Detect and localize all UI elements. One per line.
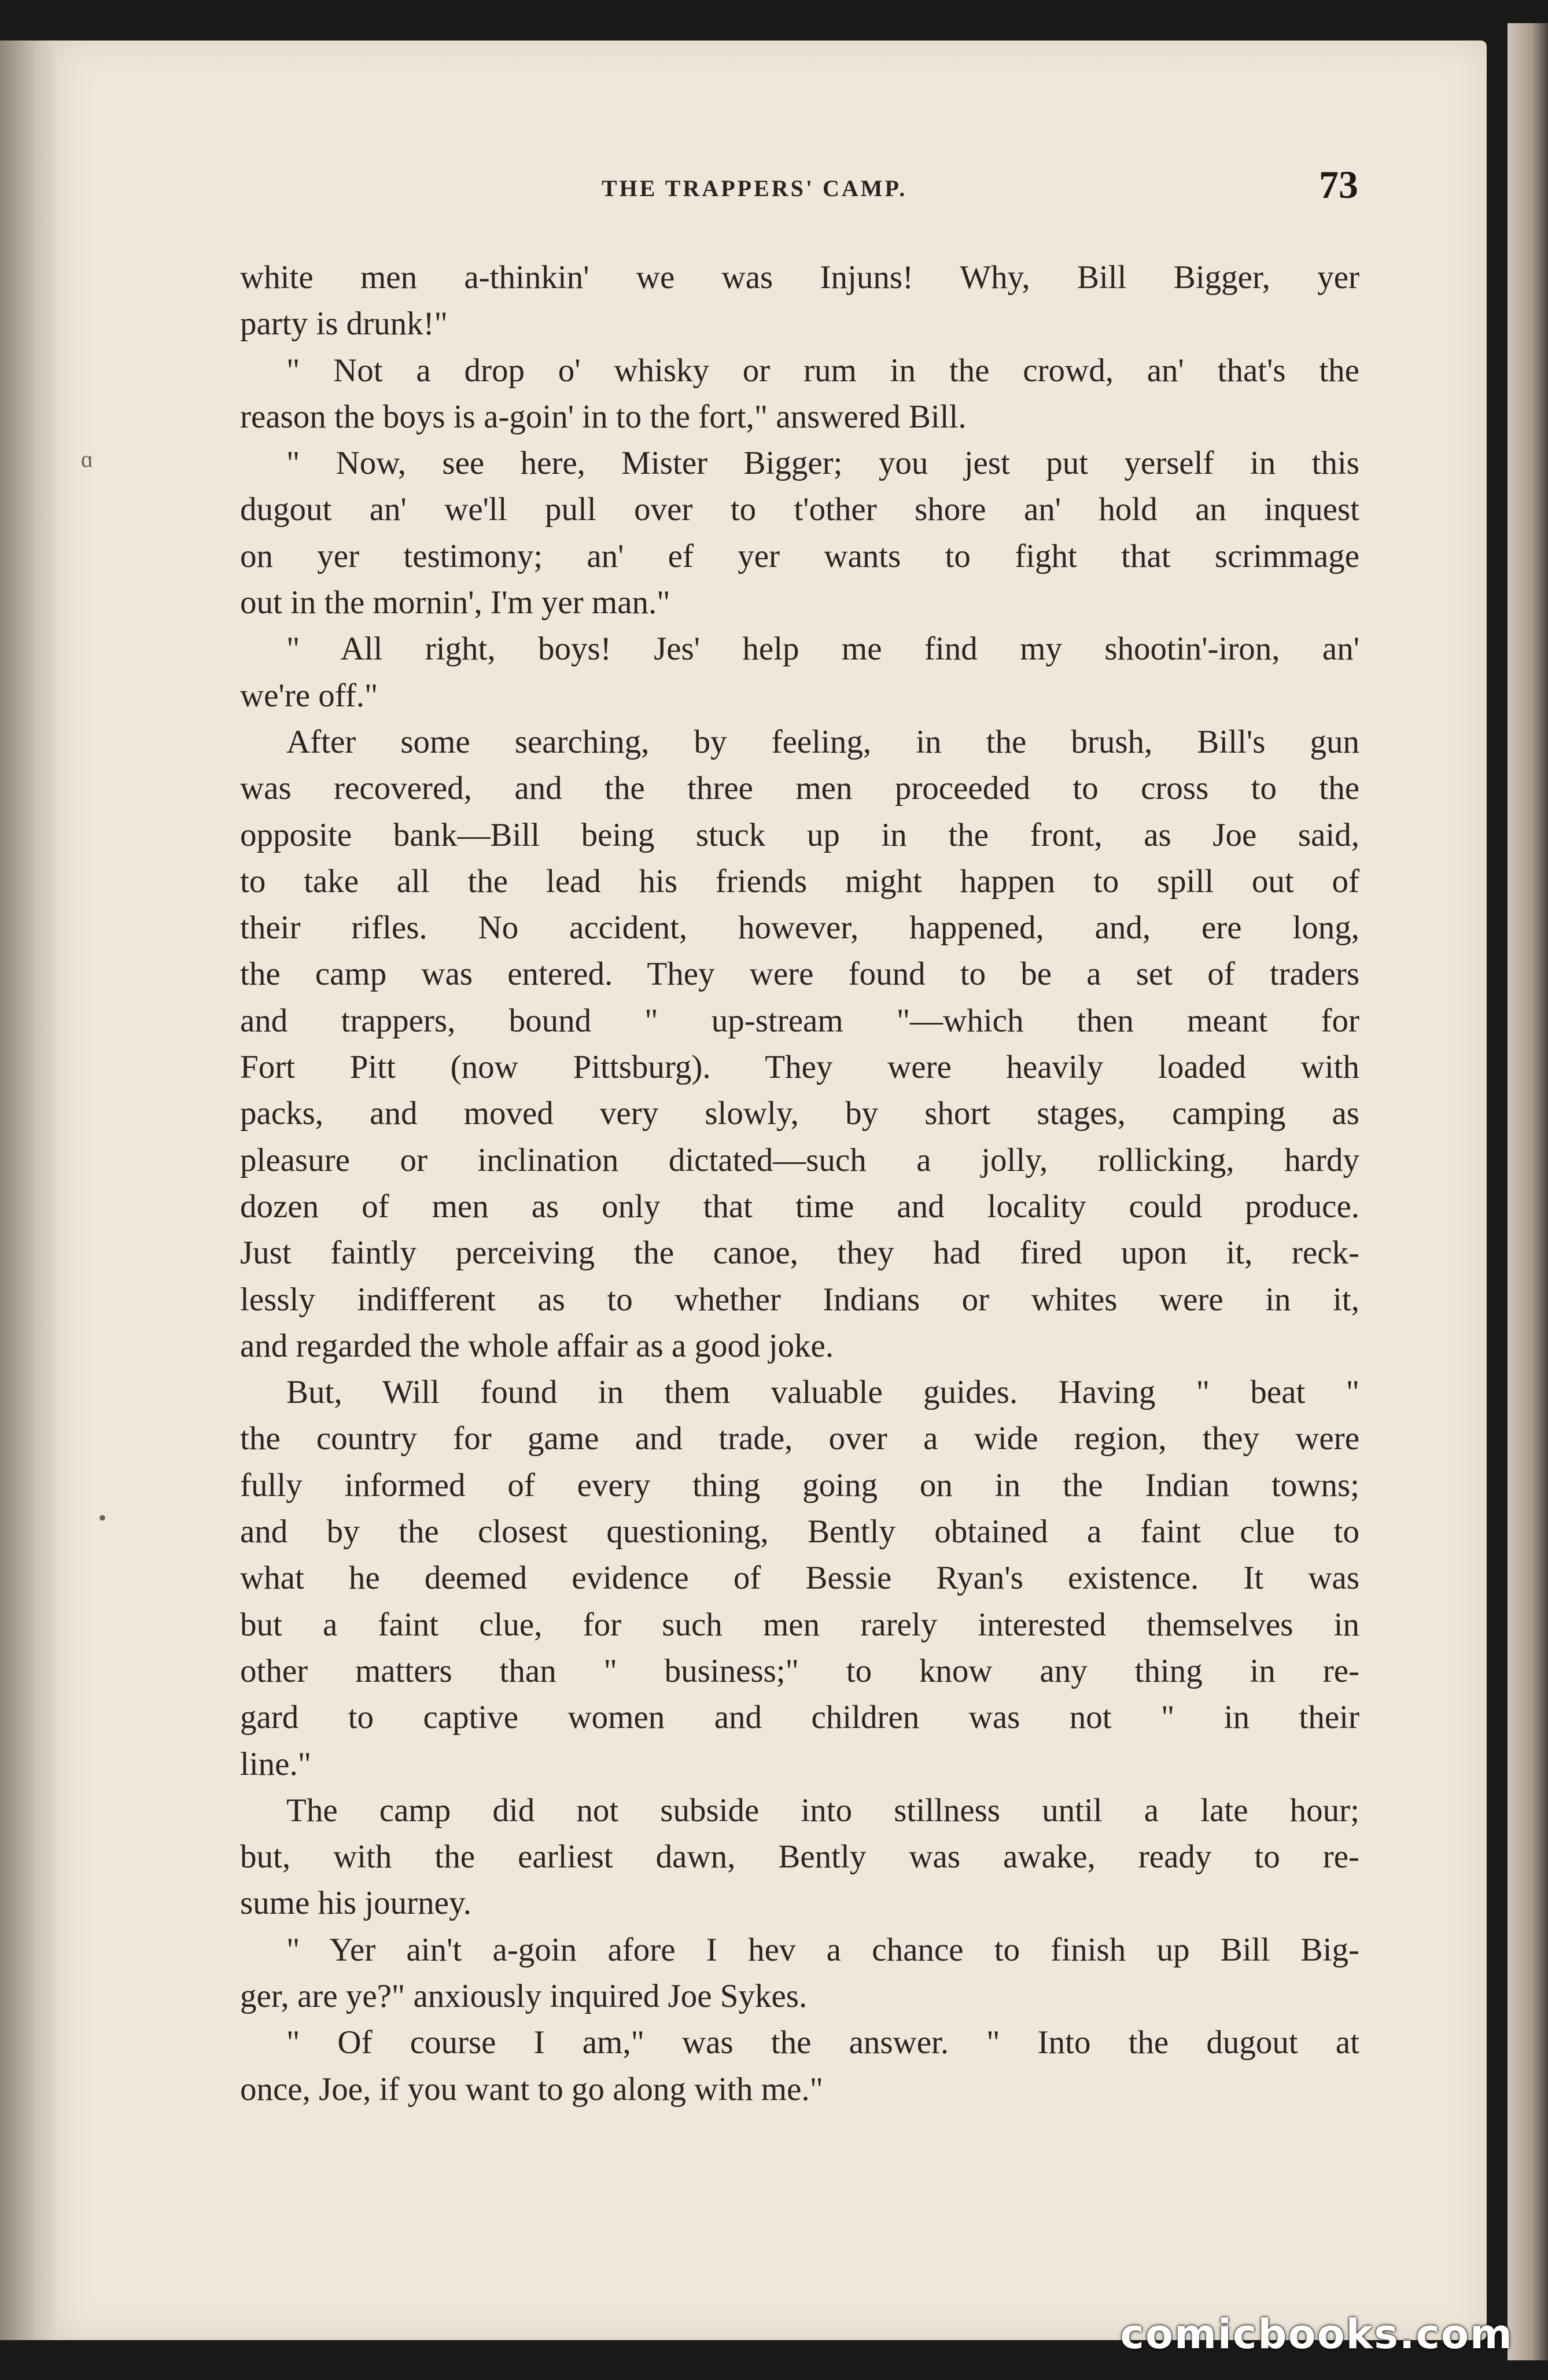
text-line: Fort Pitt (now Pittsburg). They were heavily loaded with: [240, 1049, 1359, 1086]
running-header: THE TRAPPERS' CAMP.: [602, 175, 908, 201]
text-line: white men a-thinkin' we was Injuns! Why, Bill Bigger, yer: [240, 259, 1359, 296]
text-line: " Of course I am," was the answer. " Into the dugout at: [286, 2024, 1359, 2061]
text-line: party is drunk!": [240, 305, 448, 342]
text-line: fully informed of every thing going on in the Indian towns;: [240, 1467, 1359, 1504]
text-line: gard to captive women and children was not " in their: [240, 1699, 1359, 1736]
text-line: pleasure or inclination dictated—such a jolly, rollicking, hardy: [240, 1141, 1359, 1178]
watermark: comicbooks.com: [1120, 2311, 1513, 2358]
text-line: " Not a drop o' whisky or rum in the crowd, an' that's the: [286, 352, 1359, 389]
text-line: and regarded the whole affair as a good joke.: [240, 1327, 834, 1364]
text-line: on yer testimony; an' ef yer wants to fight that scrimmage: [240, 537, 1359, 574]
text-line: packs, and moved very slowly, by short stages, camping as: [240, 1095, 1359, 1132]
margin-mark: •: [98, 1505, 107, 1531]
text-line: reason the boys is a-goin' in to the fort," answered Bill.: [240, 398, 967, 435]
text-line: out in the mornin', I'm yer man.": [240, 584, 670, 621]
text-line: to take all the lead his friends might happen to spill out of: [240, 863, 1359, 900]
text-line: opposite bank—Bill being stuck up in the front, as Joe said,: [240, 816, 1359, 853]
text-line: their rifles. No accident, however, happened, and, ere long,: [240, 909, 1359, 946]
text-line: ger, are ye?" anxiously inquired Joe Sykes.: [240, 1977, 808, 2014]
text-line: " Yer ain't a-goin afore I hev a chance to finish up Bill Big-: [286, 1931, 1359, 1968]
page-fore-edge: [1508, 23, 1548, 2360]
text-line: Just faintly perceiving the canoe, they had fired upon it, reck-: [240, 1235, 1359, 1272]
text-line: dozen of men as only that time and locality could produce.: [240, 1188, 1359, 1225]
margin-mark: ɑ: [81, 446, 93, 472]
text-line: the country for game and trade, over a wide region, they were: [240, 1420, 1359, 1457]
body-text: [240, 255, 1359, 2113]
text-line: but a faint clue, for such men rarely interested themselves in: [240, 1606, 1359, 1643]
book-gutter: [0, 40, 64, 2340]
text-line: The camp did not subside into stillness until a late hour;: [286, 1792, 1359, 1829]
text-line: " Now, see here, Mister Bigger; you jest put yerself in this: [286, 445, 1359, 482]
text-line: we're off.": [240, 677, 378, 714]
text-line: sume his journey.: [240, 1885, 472, 1922]
text-line: dugout an' we'll pull over to t'other shore an' hold an inquest: [240, 491, 1359, 528]
text-line: and trappers, bound " up-stream "—which then meant for: [240, 1002, 1359, 1039]
text-line: But, Will found in them valuable guides. Having " beat ": [286, 1374, 1359, 1411]
text-line: line.": [240, 1745, 311, 1782]
text-line: After some searching, by feeling, in the brush, Bill's gun: [286, 723, 1359, 760]
text-line: and by the closest questioning, Bently obtained a faint clue to: [240, 1513, 1359, 1550]
text-line: " All right, boys! Jes' help me find my shootin'-iron, an': [286, 631, 1359, 668]
text-line: other matters than " business;" to know any thing in re-: [240, 1652, 1359, 1689]
text-line: was recovered, and the three men proceeded to cross to the: [240, 770, 1359, 807]
page-number: 73: [1319, 163, 1358, 207]
text-line: lessly indifferent as to whether Indians or whites were in it,: [240, 1281, 1359, 1318]
text-line: but, with the earliest dawn, Bently was awake, ready to re-: [240, 1839, 1359, 1876]
text-line: once, Joe, if you want to go along with me.": [240, 2070, 823, 2108]
text-line: the camp was entered. They were found to be a set of traders: [240, 956, 1359, 993]
text-line: what he deemed evidence of Bessie Ryan's existence. It was: [240, 1560, 1359, 1597]
